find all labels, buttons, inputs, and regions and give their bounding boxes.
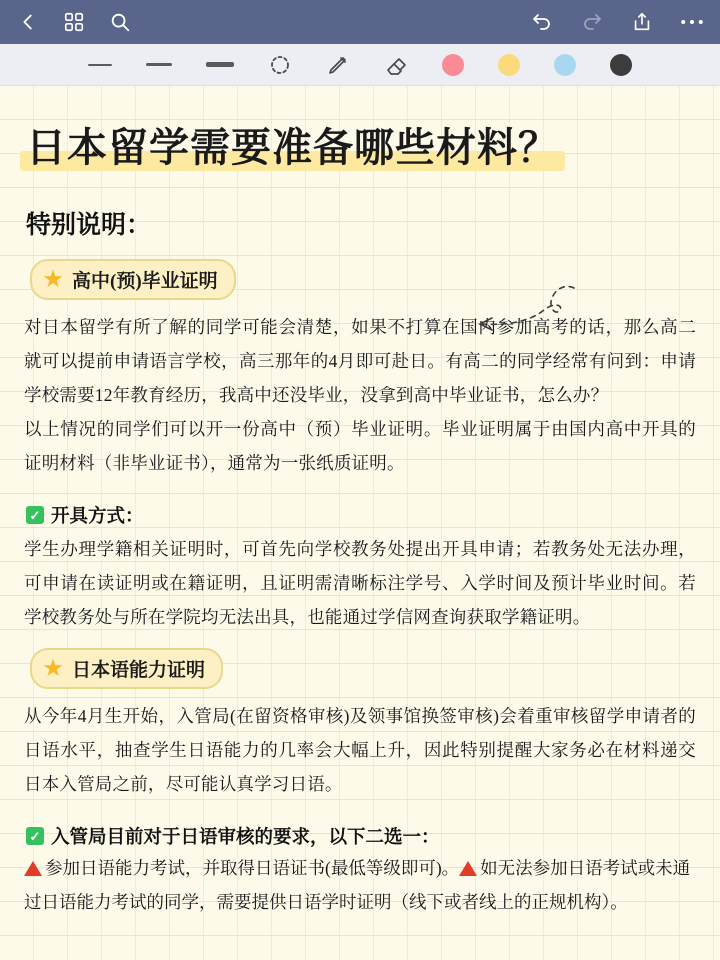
redo-icon[interactable] (580, 10, 604, 34)
paragraph-issuing-method: 学生办理学籍相关证明时，可首先向学校教务处提出开具申请；若教务处无法办理，可申请在读证明或在籍证明，且证明需清晰标注学号、入学时间及预计毕业时间。若学校教务处与所在学院均无法出具，也能通过学信网查询获取学籍证明。 (24, 539, 696, 627)
color-swatch-pink[interactable] (442, 54, 464, 76)
heading-issuing-method (26, 502, 696, 528)
color-swatch-blue[interactable] (554, 54, 576, 76)
warning-triangle-icon (24, 861, 42, 876)
note-canvas[interactable] (0, 86, 720, 960)
star-icon: ★ (43, 267, 63, 291)
red-item-2: 如无法参加日语考试或未通过日语能力考试的同学，需要提供日语学时证明（线下或者线上的正规机构）。 (24, 858, 691, 912)
paragraph-japanese-1: 从今年4月生开始，入管局(在留资格审核)及领事馆换签审核)会着重审核留学申请者的日语水平，抽查学生日语能力的几率会大幅上升，因此特别提醒大家务必在材料递交日本入管局之前，尽可能认真学习日语。 (24, 706, 696, 794)
pill-label: 高中(预)毕业证明 (72, 271, 218, 292)
check-heading-label: 开具方式： (51, 507, 144, 527)
chevron-left-icon[interactable] (16, 10, 40, 34)
more-options-icon[interactable] (680, 10, 704, 34)
paragraph-hs-1: 对日本留学有所了解的同学可能会清楚，如果不打算在国内参加高考的话，那么高二就可以提前申请语言学校，高三那年的4月即可赴日。有高二的同学经常有问到：申请学校需要12年教育经历，我高中还没毕业，没拿到高中毕业证书，怎么办？ (24, 317, 696, 405)
medium-stroke-button[interactable] (146, 63, 172, 66)
label-japanese-proficiency (30, 648, 223, 689)
pencil-icon[interactable] (326, 53, 350, 77)
eraser-icon[interactable] (384, 53, 408, 77)
paragraph-hs-2: 以上情况的同学们可以开一份高中（预）毕业证明。毕业证明属于由国内高中开具的证明材料（非毕业证书），通常为一张纸质证明。 (24, 419, 696, 473)
checkbox-checked-icon: ✓ (26, 506, 44, 524)
red-items-line (24, 851, 696, 919)
star-icon: ★ (43, 656, 63, 680)
check-heading-label: 入管局目前对于日语审核的要求，以下二选一： (51, 828, 440, 848)
label-high-school-certificate (30, 259, 236, 300)
section-heading: 特别说明： (26, 212, 152, 239)
thick-stroke-button[interactable] (206, 62, 234, 67)
lasso-select-icon[interactable] (268, 53, 292, 77)
color-swatch-yellow[interactable] (498, 54, 520, 76)
color-swatch-black[interactable] (610, 54, 632, 76)
search-icon[interactable] (108, 10, 132, 34)
checkbox-checked-icon: ✓ (26, 827, 44, 845)
note-title-wrapper (26, 116, 559, 173)
undo-icon[interactable] (530, 10, 554, 34)
warning-triangle-icon (459, 861, 477, 876)
red-item-1: 参加日语能力考试，并取得日语证书(最低等级即可)。 (45, 858, 460, 878)
grid-icon[interactable] (62, 10, 86, 34)
page-title: 日本留学需要准备哪些材料？ (26, 125, 559, 170)
thin-stroke-button[interactable] (88, 64, 112, 66)
top-toolbar (0, 0, 720, 44)
pill-label: 日本语能力证明 (72, 660, 206, 681)
drawing-toolbar (0, 44, 720, 86)
share-icon[interactable] (630, 10, 654, 34)
heading-immigration-requirement (26, 823, 696, 849)
